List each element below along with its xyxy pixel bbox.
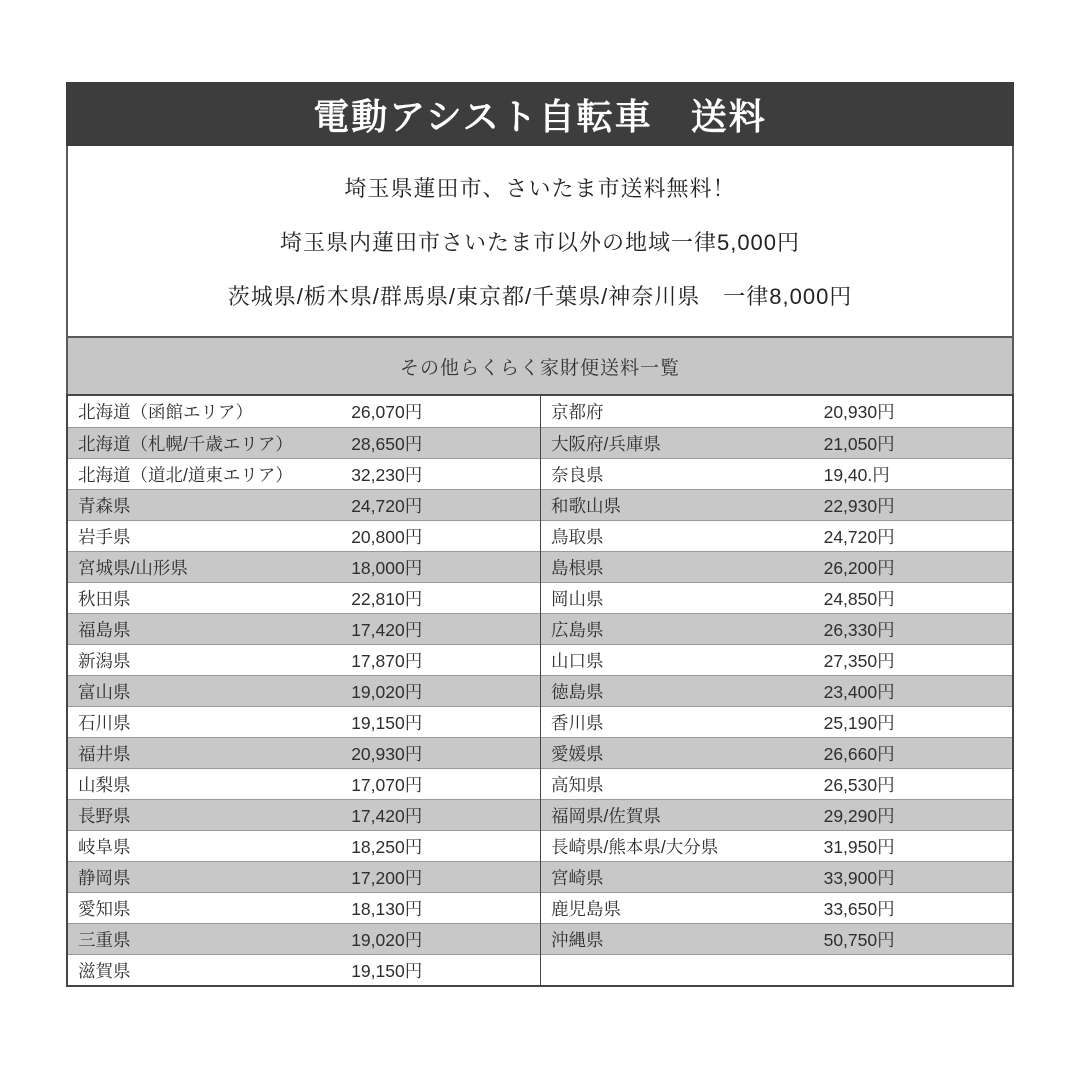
fee-column-right: [540, 396, 1012, 985]
region-cell: 宮崎県: [551, 867, 604, 888]
table-row: [68, 799, 540, 830]
region-cell: 沖縄県: [551, 929, 604, 950]
price-cell: 28,650円: [351, 433, 423, 454]
table-row: [541, 892, 1012, 923]
note-kanto-flat-rate: 茨城県/栃木県/群馬県/東京都/千葉県/神奈川県 一律8,000円: [227, 283, 853, 309]
table-row: [541, 861, 1012, 892]
table-row: [541, 458, 1012, 489]
region-cell: 山梨県: [78, 774, 131, 795]
region-cell: 三重県: [78, 929, 131, 950]
price-cell: 26,200円: [823, 557, 895, 578]
price-cell: 19,020円: [351, 929, 423, 950]
price-cell: 23,400円: [823, 681, 895, 702]
price-cell: 26,660円: [823, 743, 895, 764]
price-cell: 19,150円: [351, 712, 423, 733]
table-row: [68, 706, 540, 737]
region-cell: 滋賀県: [78, 960, 131, 981]
price-cell: 27,350円: [823, 650, 895, 671]
table-row: [541, 520, 1012, 551]
table-row: [541, 396, 1012, 427]
region-cell: 石川県: [78, 712, 131, 733]
region-cell: 岐阜県: [78, 836, 131, 857]
region-cell: 高知県: [551, 774, 604, 795]
price-cell: 33,650円: [823, 898, 895, 919]
region-cell: 富山県: [78, 681, 131, 702]
price-cell: 20,800円: [351, 526, 423, 547]
table-row: [541, 830, 1012, 861]
price-cell: 18,000円: [351, 557, 423, 578]
region-cell: 岩手県: [78, 526, 131, 547]
table-row: [541, 582, 1012, 613]
region-cell: 京都府: [551, 402, 604, 422]
table-row: [541, 799, 1012, 830]
price-cell: 26,070円: [351, 402, 423, 422]
page-title: 電動アシスト自転車 送料: [313, 95, 767, 137]
price-cell: 50,750円: [823, 929, 895, 950]
table-row: [541, 706, 1012, 737]
price-cell: 31,950円: [823, 836, 895, 857]
table-row: [68, 644, 540, 675]
note-saitama-flat-rate: 埼玉県内蓮田市さいたま市以外の地域一律5,000円: [279, 229, 801, 255]
region-cell: 長崎県/熊本県/大分県: [551, 836, 719, 857]
region-cell: 愛媛県: [551, 743, 604, 764]
region-cell: 岡山県: [551, 588, 604, 609]
table-row: [541, 737, 1012, 768]
table-row: [68, 737, 540, 768]
table-row: [68, 582, 540, 613]
table-row: [541, 489, 1012, 520]
table-row: [68, 396, 540, 427]
price-cell: 17,070円: [351, 774, 423, 795]
price-cell: 32,230円: [351, 464, 423, 485]
table-row: [68, 458, 540, 489]
table-row: [68, 427, 540, 458]
region-cell: 宮城県/山形県: [78, 557, 188, 578]
fee-column-left: [68, 396, 540, 985]
table-title: その他らくらく家財便送料一覧: [399, 357, 680, 379]
region-cell: 静岡県: [78, 867, 131, 888]
price-cell: 33,900円: [823, 867, 895, 888]
region-cell: 香川県: [551, 712, 604, 733]
table-row: [68, 830, 540, 861]
table-row: [68, 954, 540, 985]
price-cell: 19,40.円: [823, 464, 890, 485]
price-cell: 17,420円: [351, 619, 423, 640]
region-cell: 福井県: [78, 743, 131, 764]
region-cell: 愛知県: [78, 898, 131, 919]
price-cell: 17,200円: [351, 867, 423, 888]
table-row: [68, 768, 540, 799]
region-cell: 福島県: [78, 619, 131, 640]
table-row: [68, 861, 540, 892]
price-cell: 18,130円: [351, 898, 423, 919]
title-bar: [66, 82, 1014, 146]
region-cell: 鳥取県: [551, 526, 604, 547]
region-cell: 福岡県/佐賀県: [551, 805, 661, 826]
table-row: [68, 489, 540, 520]
price-cell: 22,930円: [823, 495, 895, 516]
region-cell: 長野県: [78, 805, 131, 826]
table-row: [541, 923, 1012, 954]
content-sheet: [66, 82, 1014, 987]
price-cell: 25,190円: [823, 712, 895, 733]
region-cell: 山口県: [551, 650, 604, 671]
price-cell: 21,050円: [823, 433, 895, 454]
region-cell: 奈良県: [551, 464, 604, 485]
price-cell: 24,720円: [823, 526, 895, 547]
table-row: [68, 520, 540, 551]
price-cell: 24,720円: [351, 495, 423, 516]
table-title-bar: [66, 336, 1014, 394]
table-row: [541, 644, 1012, 675]
price-cell: 22,810円: [351, 588, 423, 609]
region-cell: 徳島県: [551, 681, 604, 702]
region-cell: 青森県: [78, 495, 131, 516]
region-cell: 大阪府/兵庫県: [551, 433, 661, 454]
price-cell: 17,420円: [351, 805, 423, 826]
table-row: [541, 613, 1012, 644]
table-row: [541, 551, 1012, 582]
table-row: [68, 923, 540, 954]
price-cell: 20,930円: [823, 402, 895, 422]
price-cell: 24,850円: [823, 588, 895, 609]
region-cell: 北海道（札幌/千歳エリア）: [78, 433, 293, 454]
price-cell: 20,930円: [351, 743, 423, 764]
region-cell: 新潟県: [78, 650, 131, 671]
region-cell: 北海道（函館エリア）: [78, 402, 253, 422]
table-row: [68, 551, 540, 582]
price-cell: 18,250円: [351, 836, 423, 857]
price-cell: 29,290円: [823, 805, 895, 826]
region-cell: 広島県: [551, 619, 604, 640]
table-row: [68, 613, 540, 644]
region-cell: 島根県: [551, 557, 604, 578]
table-row: [541, 675, 1012, 706]
note-free-shipping: 埼玉県蓮田市、さいたま市送料無料！: [344, 175, 736, 201]
price-cell: 19,020円: [351, 681, 423, 702]
price-cell: 19,150円: [351, 960, 423, 981]
shipping-notes: [66, 146, 1014, 336]
table-row: [541, 427, 1012, 458]
table-row: [68, 675, 540, 706]
price-cell: 17,870円: [351, 650, 423, 671]
table-row: [541, 768, 1012, 799]
price-cell: 26,530円: [823, 774, 895, 795]
table-row: [541, 954, 1012, 985]
region-cell: 和歌山県: [551, 495, 621, 516]
region-cell: 秋田県: [78, 588, 131, 609]
price-cell: 26,330円: [823, 619, 895, 640]
fee-table: [66, 394, 1014, 987]
region-cell: 鹿児島県: [551, 898, 621, 919]
table-row: [68, 892, 540, 923]
region-cell: 北海道（道北/道東エリア）: [78, 464, 293, 485]
